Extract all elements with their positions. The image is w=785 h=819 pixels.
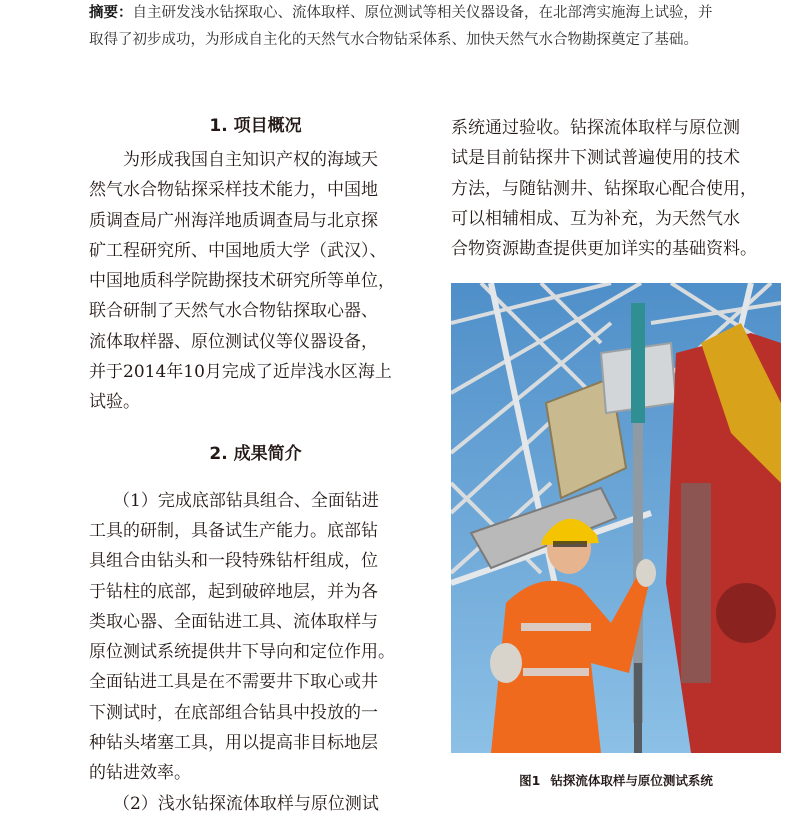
drilling-rig-illustration	[451, 283, 781, 753]
section2-line: 的钻进效率。	[89, 763, 191, 784]
section2-line: 类取心器、全面钻进工具、流体取样与	[89, 611, 378, 632]
abstract-line-2: 取得了初步成功，为形成自主化的天然气水合物钻采体系、加快天然气水合物勘探奠定了基础。	[89, 32, 698, 48]
machinery-wheel	[716, 583, 776, 643]
section1-line: 中国地质科学院勘探技术研究所等单位，	[89, 271, 395, 292]
abstract-line-1	[89, 0, 779, 27]
abstract-line-1-text: 自主研发浅水钻探取心、流体取样、原位测试等相关仪器设备，在北部湾实施海上试验，并	[132, 5, 713, 21]
section1-line: 然气水合物钻探采样技术能力，中国地	[89, 180, 378, 201]
hose-column	[681, 483, 711, 683]
section2-heading: 2. 成果简介	[209, 443, 302, 464]
section2-line: 全面钻进工具是在不需要井下取心或井	[89, 672, 378, 693]
right-column-line: 合物资源勘查提供更加详实的基础资料。	[451, 239, 757, 260]
section1-line: 为形成我国自主知识产权的海域天	[123, 150, 378, 170]
left-column	[89, 107, 422, 819]
section1-line: 流体取样器、原位测试仪等仪器设备，	[89, 331, 378, 352]
section2-line: （2）浅水钻探流体取样与原位测试	[113, 793, 379, 814]
right-column-line: 系统通过验收。钻探流体取样与原位测	[451, 118, 740, 138]
section1-line: 矿工程研究所、中国地质大学（武汉）、	[89, 240, 387, 261]
section2-line: 原位测试系统提供井下导向和定位作用。	[89, 642, 395, 663]
abstract	[89, 0, 779, 54]
figure-caption-text: 钻探流体取样与原位测试系统	[550, 773, 713, 788]
figure-caption	[451, 771, 781, 789]
section2-line: 下测试时，在底部组合钻具中投放的一	[89, 702, 378, 723]
section2-line: 具组合由钻头和一段特殊钻杆组成，位	[89, 551, 378, 572]
section1-line: 试验。	[89, 392, 140, 413]
right-column-line: 可以相辅相成、互为补充，为天然气水	[451, 208, 740, 229]
figure-number: 图1	[519, 773, 541, 788]
section2-line: 种钻头堵塞工具，用以提高非目标地层	[89, 733, 378, 754]
abstract-lead: 摘要：	[89, 5, 133, 21]
section2-line: 工具的研制，具备试生产能力。底部钻	[89, 520, 378, 541]
right-column	[451, 113, 785, 264]
section1-line: 质调查局广州海洋地质调查局与北京探	[89, 210, 378, 231]
section1-heading: 1. 项目概况	[209, 116, 302, 136]
right-column-line: 试是目前钻探井下测试普遍使用的技术	[451, 148, 740, 169]
drill-tool-teal	[631, 303, 645, 423]
right-column-line: 方法，与随钻测井、钻探取心配合使用，	[451, 178, 757, 199]
section1-line: 联合研制了天然气水合物钻探取心器、	[89, 301, 378, 322]
drill-tool-lower	[634, 663, 642, 753]
section2-line: （1）完成底部钻具组合、全面钻进	[113, 490, 379, 511]
figure-photo	[451, 283, 781, 753]
section1-line: 并于2014年10月完成了近岸浅水区海上	[89, 362, 392, 383]
section1-paragraph	[89, 145, 422, 418]
section2-line: 于钻柱的底部，起到破碎地层，并为各	[89, 581, 378, 602]
section2-paragraph	[89, 486, 422, 819]
